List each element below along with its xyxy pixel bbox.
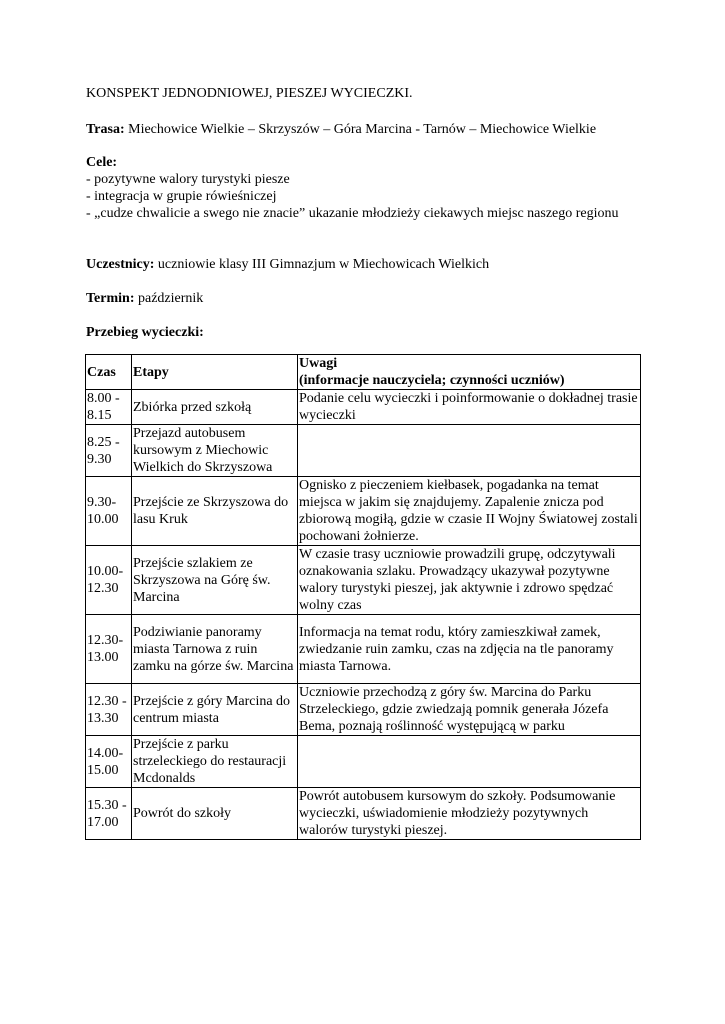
termin-line [86,290,646,307]
table-row [86,546,641,615]
przebieg-heading: Przebieg wycieczki: [86,325,204,340]
cele-item: - integracja w grupie rówieśniczej [86,189,277,204]
cell-czas: 12.30 - 13.30 [86,684,132,736]
cell-czas: 8.00 - 8.15 [86,390,132,425]
cell-czas: 14.00- 15.00 [86,736,132,788]
uczestnicy-label: Uczestnicy: [86,257,155,272]
cell-etap: Przejazd autobusem kursowym z Miechowic Wielkich do Skrzyszowa [132,425,298,477]
schedule-table [85,354,641,840]
cell-uwagi [298,736,641,788]
termin-label: Termin: [86,291,135,306]
cele-section [86,154,646,222]
cell-etap: Przejście szlakiem ze Skrzyszowa na Górę św. Marcina [132,546,298,615]
document-title: KONSPEKT JEDNODNIOWEJ, PIESZEJ WYCIECZKI. [86,86,413,101]
cell-etap: Podziwianie panoramy miasta Tarnowa z ruin zamku na górze św. Marcina [132,615,298,684]
table-row [86,615,641,684]
table-row [86,788,641,840]
cell-uwagi: Uczniowie przechodzą z góry św. Marcina do Parku Strzeleckiego, gdzie zwiedzają pomnik generała Józefa Bema, poznają roślinność występującą w parku [298,684,641,736]
trasa-label: Trasa: [86,122,125,137]
cell-uwagi: Podanie celu wycieczki i poinformowanie o dokładnej trasie wycieczki [298,390,641,425]
cell-etap: Przejście z parku strzeleckiego do restauracji Mcdonalds [132,736,298,788]
table-row [86,684,641,736]
cell-czas: 9.30- 10.00 [86,477,132,546]
cell-etap: Powrót do szkoły [132,788,298,840]
header-czas: Czas [86,355,132,390]
header-uwagi: Uwagi (informacje nauczyciela; czynności uczniów) [298,355,641,390]
cell-uwagi: Ognisko z pieczeniem kiełbasek, pogadanka na temat miejsca w jakim się znajdujemy. Zapalenie znicza pod zbiorową mogiłą, gdzie w czasie II Wojny Światowej zostali pochowani żołnierze. [298,477,641,546]
cell-czas: 15.30 - 17.00 [86,788,132,840]
table-header-row [86,355,641,390]
cell-uwagi: Informacja na temat rodu, który zamieszkiwał zamek, zwiedzanie ruin zamku, czas na zdjęcia na tle panoramy miasta Tarnowa. [298,615,641,684]
cele-item: - „cudze chwalicie a swego nie znacie” ukazanie młodzieży ciekawych miejsc naszego regionu [86,206,619,221]
uczestnicy-line [86,256,646,273]
cell-czas: 12.30- 13.00 [86,615,132,684]
table-row [86,390,641,425]
trasa-line [86,121,646,138]
cell-uwagi [298,425,641,477]
cell-uwagi: Powrót autobusem kursowym do szkoły. Podsumowanie wycieczki, uświadomienie młodzieży pozytywnych walorów turystyki pieszej. [298,788,641,840]
cele-item: - pozytywne walory turystyki piesze [86,172,290,187]
table-row [86,477,641,546]
trasa-value: Miechowice Wielkie – Skrzyszów – Góra Marcina - Tarnów – Miechowice Wielkie [124,122,597,137]
table-row [86,425,641,477]
cell-uwagi: W czasie trasy uczniowie prowadzili grupę, odczytywali oznakowania szlaku. Prowadzący ukazywał pozytywne walory turystyki pieszej, jak aktywnie i zdrowo spędzać wolny czas [298,546,641,615]
cell-czas: 10.00- 12.30 [86,546,132,615]
cele-label: Cele: [86,155,118,170]
uczestnicy-value: uczniowie klasy III Gimnazjum w Miechowicach Wielkich [154,257,490,272]
cell-czas: 8.25 - 9.30 [86,425,132,477]
termin-value: październik [134,291,204,306]
header-etapy: Etapy [132,355,298,390]
cell-etap: Przejście ze Skrzyszowa do lasu Kruk [132,477,298,546]
table-row [86,736,641,788]
cell-etap: Przejście z góry Marcina do centrum miasta [132,684,298,736]
cell-etap: Zbiórka przed szkołą [132,390,298,425]
